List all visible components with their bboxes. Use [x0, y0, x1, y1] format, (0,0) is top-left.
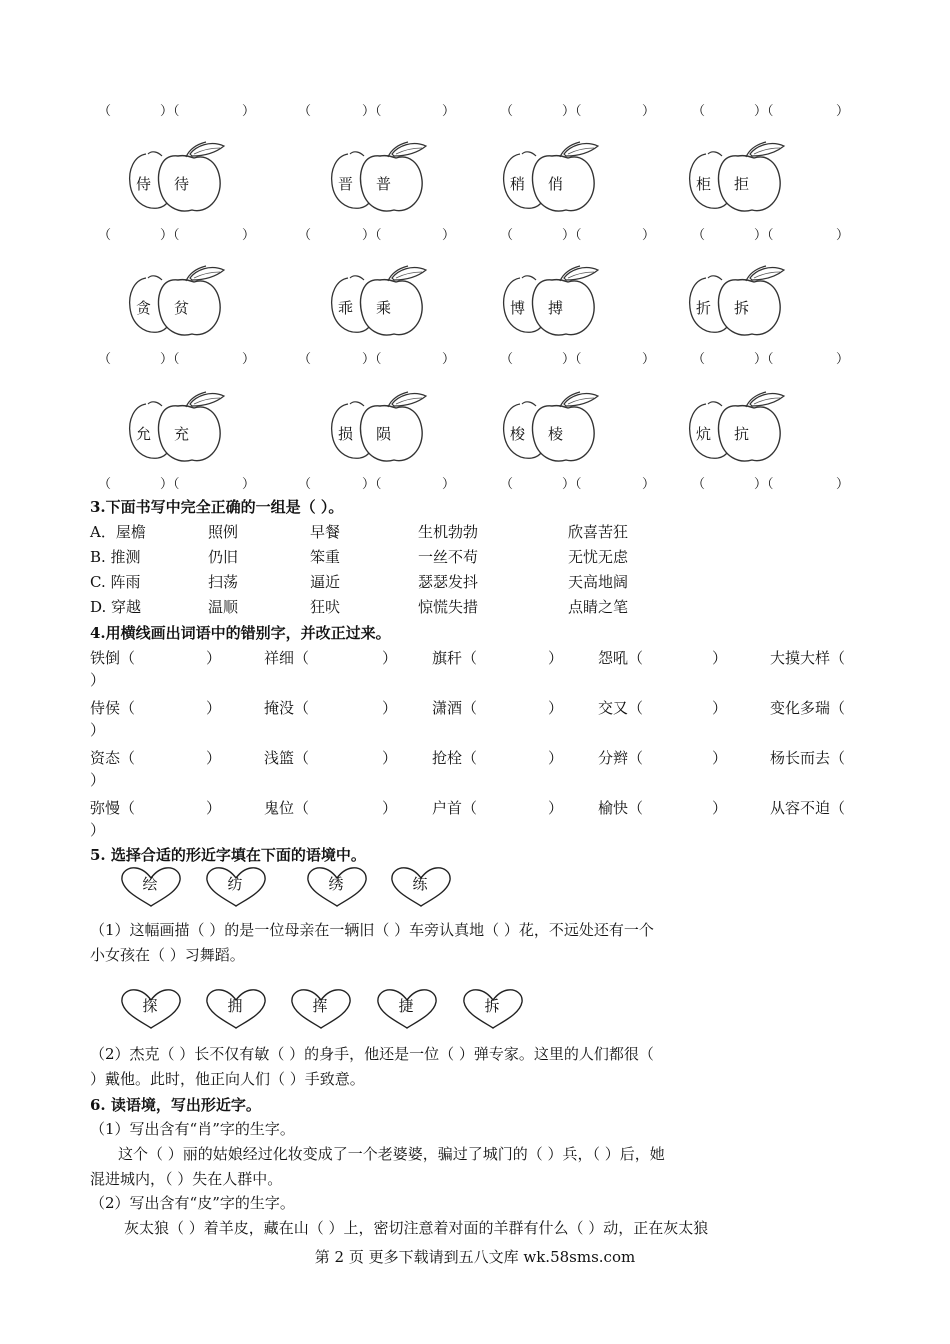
heart-char: 探 [142, 997, 158, 1015]
q6-part-1-line-2: 混进城内，（ ）失在人群中。 [90, 1170, 283, 1188]
bracket: ） [442, 228, 456, 243]
bracket: （ [298, 477, 312, 492]
bracket: （ [98, 228, 112, 243]
q4-wrap-bracket: ） [90, 671, 106, 689]
heart-char: 练 [412, 875, 428, 893]
apple-char-left: 晋 [338, 175, 354, 193]
heart-char: 绘 [142, 875, 158, 893]
apple-pair [328, 390, 424, 466]
bracket: ） [642, 477, 656, 492]
bracket: （ [500, 352, 514, 367]
apple-pair [686, 140, 782, 216]
heart-shape [120, 866, 184, 908]
q3-option-word: 一丝不苟 [418, 548, 479, 566]
q4-word: 弥慢（ [90, 799, 136, 817]
apple-char-left: 损 [338, 425, 354, 443]
q4-close-bracket: ） [206, 799, 222, 817]
q4-word: 交又（ [598, 699, 644, 717]
q3-option-word: B. 推测 [90, 548, 141, 566]
q4-word: 旗秆（ [432, 649, 478, 667]
q4-word: 资态（ [90, 749, 136, 767]
apple-pair [500, 264, 596, 340]
apple-pair [500, 140, 596, 216]
q3-option-word: 无忧无虑 [568, 548, 629, 566]
bracket: ） [442, 352, 456, 367]
apple-pair [686, 264, 782, 340]
bracket: ） [442, 104, 456, 119]
q3-option-word: 照例 [208, 523, 239, 541]
q3-option-word: D. 穿越 [90, 598, 142, 616]
heart-shape [290, 988, 354, 1030]
heart-char: 挥 [312, 997, 328, 1015]
q3-option-word: C. 阵雨 [90, 573, 141, 591]
apple-char-left: 炕 [696, 425, 712, 443]
apple-pair [126, 140, 222, 216]
q4-close-bracket: ） [548, 799, 564, 817]
bracket: （ [98, 352, 112, 367]
q5-sentence-1-line-1: （1）这幅画描（ ）的是一位母亲在一辆旧（ ）车旁认真地（ ）花，不远处还有一个 [90, 921, 654, 939]
apple-char-right: 搏 [548, 299, 564, 317]
bracket: ） [642, 228, 656, 243]
q4-wrap-bracket: ） [90, 821, 106, 839]
q3-option-word: 生机勃勃 [418, 523, 479, 541]
q3-option-word: 瑟瑟发抖 [418, 573, 479, 591]
bracket: ）（ [562, 104, 582, 119]
q4-close-bracket: ） [382, 749, 398, 767]
bracket: ）（ [754, 352, 774, 367]
q6-part-1-label: （1）写出含有“肖”字的生字。 [90, 1120, 295, 1138]
apple-pair [328, 140, 424, 216]
bracket: （ [298, 352, 312, 367]
apple-pair [126, 390, 222, 466]
q3-option-word: 扫荡 [208, 573, 239, 591]
bracket: ）（ [160, 228, 180, 243]
q4-close-bracket: ） [382, 649, 398, 667]
apple-char-right: 待 [174, 175, 190, 193]
bracket: ） [242, 228, 256, 243]
apple-char-right: 俏 [548, 175, 564, 193]
q4-wrap-bracket: ） [90, 721, 106, 739]
bracket: ） [836, 352, 850, 367]
q4-close-bracket: ） [548, 749, 564, 767]
heart-shape [205, 866, 269, 908]
q4-close-bracket: ） [712, 749, 728, 767]
apple-char-right: 乘 [376, 299, 392, 317]
apple-char-left: 稍 [510, 175, 526, 193]
page-footer: 第 2 页 更多下载请到五八文库 wk.58sms.com [314, 1248, 636, 1266]
q5-sentence-2-line-2: ）戴他。此时，他正向人们（ ）手致意。 [90, 1070, 365, 1088]
bracket: （ [98, 104, 112, 119]
q4-word: 榆快（ [598, 799, 644, 817]
q3-option-word: 温顺 [208, 598, 239, 616]
q3-option-word: 点睛之笔 [568, 598, 629, 616]
q3-option-word: A．屋檐 [90, 523, 146, 541]
bracket: ） [642, 104, 656, 119]
q4-word: 杨长而去（ [770, 749, 846, 767]
bracket: （ [692, 352, 706, 367]
bracket: ） [836, 228, 850, 243]
q3-option-word: 惊慌失措 [418, 598, 479, 616]
bracket: （ [692, 104, 706, 119]
q4-close-bracket: ） [548, 649, 564, 667]
q5-sentence-2-line-1: （2）杰克（ ）长不仅有敏（ ）的身手，他还是一位（ ）弹专家。这里的人们都很（ [90, 1045, 654, 1063]
q4-close-bracket: ） [206, 649, 222, 667]
q4-word: 从容不迫（ [770, 799, 846, 817]
q4-wrap-bracket: ） [90, 771, 106, 789]
apple-char-left: 梭 [510, 425, 526, 443]
q3-option-word: 欣喜苦狂 [568, 523, 629, 541]
bracket: ） [642, 352, 656, 367]
heart-shape [306, 866, 370, 908]
q4-close-bracket: ） [206, 749, 222, 767]
heart-char: 拆 [484, 997, 500, 1015]
q4-word: 分辫（ [598, 749, 644, 767]
apple-char-right: 棱 [548, 425, 564, 443]
bracket: ） [836, 104, 850, 119]
apple-char-left: 允 [136, 425, 152, 443]
bracket: ）（ [362, 228, 382, 243]
heart-shape [376, 988, 440, 1030]
apple-char-left: 贪 [136, 299, 152, 317]
bracket: （ [98, 477, 112, 492]
bracket: （ [298, 104, 312, 119]
bracket: ） [242, 352, 256, 367]
q6-part-1-line-1: 这个（ ）丽的姑娘经过化妆变成了一个老婆婆，骗过了城门的（ ）兵，（ ）后，她 [118, 1145, 665, 1163]
apple-char-left: 侍 [136, 175, 152, 193]
bracket: ） [242, 104, 256, 119]
bracket: ）（ [562, 477, 582, 492]
bracket: ）（ [562, 352, 582, 367]
q4-word: 户首（ [432, 799, 478, 817]
bracket: ） [836, 477, 850, 492]
bracket: ） [442, 477, 456, 492]
heart-char: 绣 [328, 875, 344, 893]
heart-shape [120, 988, 184, 1030]
q4-word: 浅篮（ [264, 749, 310, 767]
apple-pair [686, 390, 782, 466]
apple-char-right: 贫 [174, 299, 190, 317]
apple-char-left: 柜 [696, 175, 712, 193]
q4-close-bracket: ） [712, 649, 728, 667]
q4-word: 怨吼（ [598, 649, 644, 667]
bracket: （ [500, 228, 514, 243]
bracket: ）（ [562, 228, 582, 243]
apple-char-left: 折 [696, 299, 712, 317]
q5-sentence-1-line-2: 小女孩在（ ）习舞蹈。 [90, 946, 245, 964]
q4-word: 鬼位（ [264, 799, 310, 817]
q4-word: 大摸大样（ [770, 649, 846, 667]
bracket: ）（ [160, 477, 180, 492]
heart-char: 捷 [398, 997, 414, 1015]
apple-char-right: 拆 [734, 299, 750, 317]
q4-word: 变化多瑞（ [770, 699, 846, 717]
heart-char: 纺 [227, 875, 243, 893]
apple-pair [126, 264, 222, 340]
bracket: （ [298, 228, 312, 243]
q4-word: 侍侯（ [90, 699, 136, 717]
bracket: ）（ [362, 104, 382, 119]
q4-word: 抢栓（ [432, 749, 478, 767]
q4-close-bracket: ） [712, 799, 728, 817]
bracket: （ [500, 477, 514, 492]
bracket: ）（ [160, 352, 180, 367]
heart-shape [205, 988, 269, 1030]
bracket: ）（ [754, 477, 774, 492]
apple-char-right: 陨 [376, 425, 392, 443]
apple-char-right: 抗 [734, 425, 750, 443]
bracket: ） [242, 477, 256, 492]
q4-close-bracket: ） [382, 799, 398, 817]
bracket: （ [500, 104, 514, 119]
q4-close-bracket: ） [206, 699, 222, 717]
q3-option-word: 仍旧 [208, 548, 239, 566]
bracket: ）（ [754, 228, 774, 243]
bracket: ）（ [362, 477, 382, 492]
q3-option-word: 狂吠 [310, 598, 341, 616]
bracket: ）（ [160, 104, 180, 119]
q4-title: 4.用横线画出词语中的错别字，并改正过来。 [90, 624, 391, 642]
apple-char-right: 拒 [734, 175, 750, 193]
q4-close-bracket: ） [382, 699, 398, 717]
bracket: （ [692, 228, 706, 243]
apple-char-right: 充 [174, 425, 190, 443]
q4-close-bracket: ） [548, 699, 564, 717]
apple-pair [500, 390, 596, 466]
q4-word: 祥细（ [264, 649, 310, 667]
q4-word: 潇酒（ [432, 699, 478, 717]
q4-word: 掩没（ [264, 699, 310, 717]
heart-shape [390, 866, 454, 908]
q4-word: 铁倒（ [90, 649, 136, 667]
apple-pair [328, 264, 424, 340]
q3-option-word: 逼近 [310, 573, 341, 591]
apple-char-left: 乖 [338, 299, 354, 317]
q3-title: 3.下面书写中完全正确的一组是（ ）。 [90, 498, 344, 516]
bracket: ）（ [754, 104, 774, 119]
heart-char: 拥 [227, 997, 243, 1015]
q5-title: 5. 选择合适的形近字填在下面的语境中。 [90, 846, 366, 864]
q3-option-word: 笨重 [310, 548, 341, 566]
bracket: ）（ [362, 352, 382, 367]
heart-shape [462, 988, 526, 1030]
q6-part-2-label: （2）写出含有“皮”字的生字。 [90, 1194, 295, 1212]
q3-option-word: 早餐 [310, 523, 341, 541]
apple-char-right: 普 [376, 175, 392, 193]
bracket: （ [692, 477, 706, 492]
q6-title: 6. 读语境，写出形近字。 [90, 1096, 261, 1114]
apple-char-left: 博 [510, 299, 526, 317]
q6-part-2-line-1: 灰太狼（ ）着羊皮，藏在山（ ）上，密切注意着对面的羊群有什么（ ）动，正在灰太狼 [124, 1219, 709, 1237]
q4-close-bracket: ） [712, 699, 728, 717]
q3-option-word: 天高地阔 [568, 573, 629, 591]
